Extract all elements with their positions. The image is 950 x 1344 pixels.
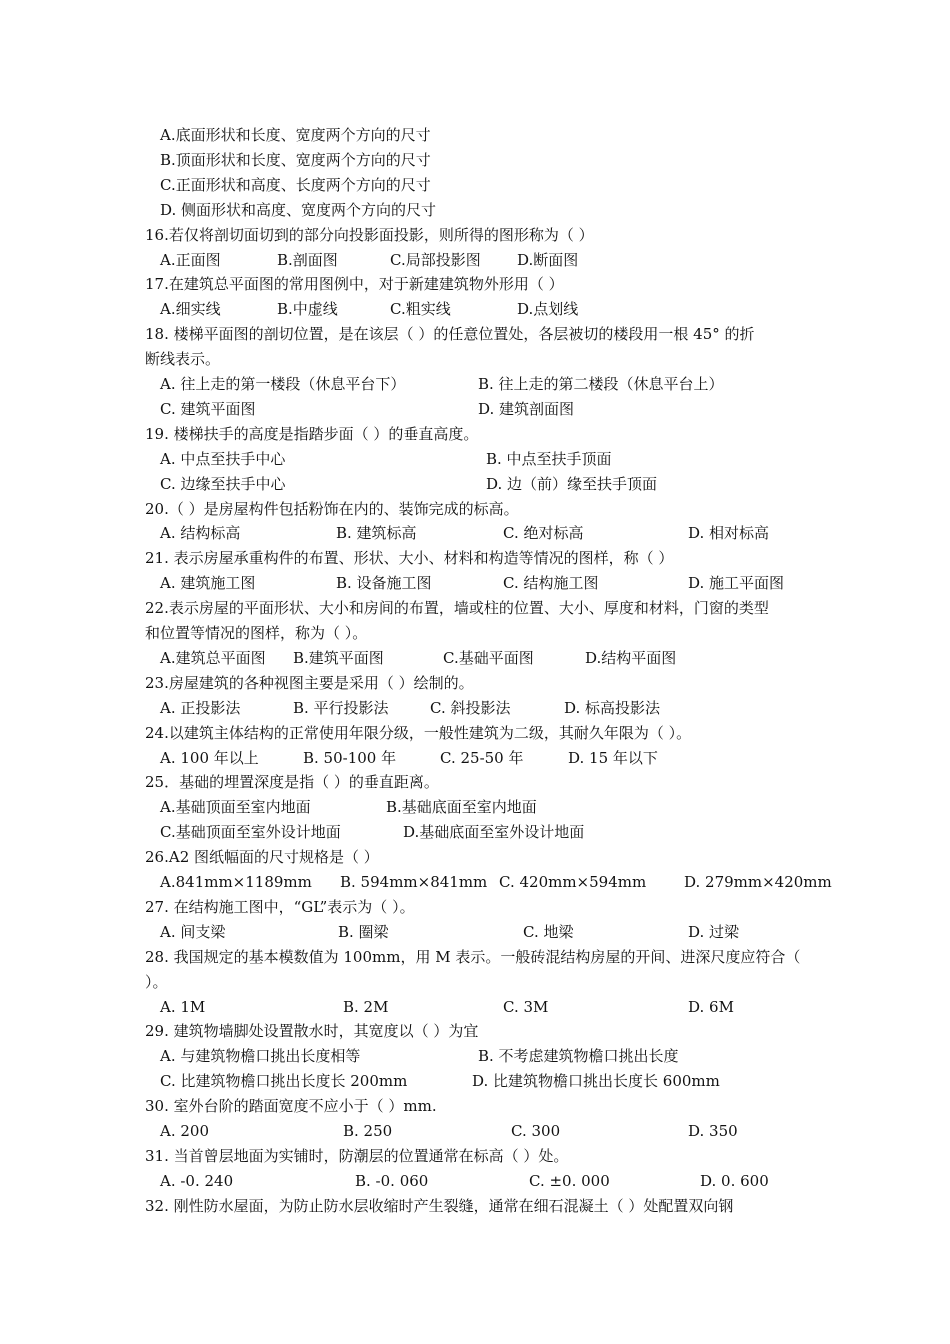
question-line: 32. 刚性防水屋面，为防止防水层收缩时产生裂缝，通常在细石混凝土（ ）处配置双向钢 xyxy=(145,1196,734,1215)
option-item: C. 结构施工图 xyxy=(503,574,599,593)
question-line: 24.以建筑主体结构的正常使用年限分级，一般性建筑为二级，其耐久年限为（ ）。 xyxy=(145,723,692,742)
option-item: B. 往上走的第二楼段（休息平台上） xyxy=(478,375,724,393)
question-line: 18. 楼梯平面图的剖切位置，是在该层（ ）的任意位置处，各层被切的楼段用一根 45° 的折 xyxy=(145,325,755,344)
option-item: D.点划线 xyxy=(517,300,579,319)
option-item: A. 间支梁 xyxy=(160,922,226,941)
option-item: C. 建筑平面图 xyxy=(160,399,256,418)
option-item: A. -0. 240 xyxy=(160,1171,234,1190)
option-item: D.基础底面至室外设计地面 xyxy=(403,823,585,842)
option-item: A. 与建筑物檐口挑出长度相等 xyxy=(160,1047,361,1066)
option-line: A.底面形状和长度、宽度两个方向的尺寸 xyxy=(160,126,431,144)
option-item: D. 标高投影法 xyxy=(564,698,661,717)
option-item: A. 正投影法 xyxy=(160,698,241,717)
question-line: 16.若仅将剖切面切到的部分向投影面投影，则所得的图形称为（ ） xyxy=(145,225,594,244)
option-item: A.841mm×1189mm xyxy=(160,873,312,891)
option-item: D. 比建筑物檐口挑出长度长 600mm xyxy=(472,1072,720,1091)
question-line: 和位置等情况的图样，称为（ ）。 xyxy=(145,624,368,642)
option-item: D. 350 xyxy=(688,1122,738,1140)
option-item: B. 建筑标高 xyxy=(336,524,417,543)
option-item: B.建筑平面图 xyxy=(293,648,384,667)
option-item: A. 往上走的第一楼段（休息平台下） xyxy=(160,375,406,393)
option-item: B. 50-100 年 xyxy=(303,748,397,767)
option-line: C.正面形状和高度、长度两个方向的尺寸 xyxy=(160,175,431,194)
question-line: 断线表示。 xyxy=(145,350,221,369)
option-item: D. 边（前）缘至扶手顶面 xyxy=(486,474,658,493)
question-line: 20.（ ）是房屋构件包括粉饰在内的、装饰完成的标高。 xyxy=(145,499,519,518)
question-line: 25．基础的埋置深度是指（ ）的垂直距离。 xyxy=(145,773,439,792)
option-item: B.中虚线 xyxy=(277,300,338,319)
option-item: C. 3M xyxy=(503,997,549,1016)
option-line: B.顶面形状和长度、宽度两个方向的尺寸 xyxy=(160,150,431,169)
question-line: 21. 表示房屋承重构件的布置、形状、大小、材料和构造等情况的图样，称（ ） xyxy=(145,549,674,568)
option-item: C.基础平面图 xyxy=(443,648,534,667)
option-item: C.基础顶面至室外设计地面 xyxy=(160,823,341,842)
option-item: D. 施工平面图 xyxy=(688,574,785,593)
option-item: A. 建筑施工图 xyxy=(160,574,256,593)
option-item: D.断面图 xyxy=(517,250,579,269)
question-line: ）。 xyxy=(145,972,168,991)
question-line: 23.房屋建筑的各种视图主要是采用（ ）绘制的。 xyxy=(145,673,474,692)
question-line: 28. 我国规定的基本模数值为 100mm，用 M 表示。一般砖混结构房屋的开间、进深尺度应符合（ xyxy=(145,947,801,966)
question-line: 31. 当首曾层地面为实铺时，防潮层的位置通常在标高（ ）处。 xyxy=(145,1146,569,1165)
option-item: B. 平行投影法 xyxy=(293,698,389,717)
option-item: D.结构平面图 xyxy=(585,648,677,667)
option-item: D. 建筑剖面图 xyxy=(478,399,575,418)
option-item: B.剖面图 xyxy=(277,250,338,269)
question-line: 17.在建筑总平面图的常用图例中，对于新建建筑物外形用（ ） xyxy=(145,275,564,294)
option-item: C. 25-50 年 xyxy=(440,748,524,767)
option-item: C. 比建筑物檐口挑出长度长 200mm xyxy=(160,1072,408,1091)
option-item: C. 边缘至扶手中心 xyxy=(160,474,286,493)
question-line: 27. 在结构施工图中，“GL”表示为（ ）。 xyxy=(145,897,415,916)
option-item: A. 1M xyxy=(160,997,206,1016)
option-item: C.粗实线 xyxy=(390,300,451,319)
option-item: C. 绝对标高 xyxy=(503,524,584,543)
option-item: D. 相对标高 xyxy=(688,524,770,543)
question-line: 19. 楼梯扶手的高度是指踏步面（ ）的垂直高度。 xyxy=(145,424,479,443)
option-item: B. 不考虑建筑物檐口挑出长度 xyxy=(478,1047,679,1066)
option-item: A.正面图 xyxy=(160,250,221,269)
option-item: D. 15 年以下 xyxy=(568,748,658,767)
option-item: D. 0. 600 xyxy=(700,1171,769,1190)
option-item: D. 6M xyxy=(688,997,734,1016)
option-item: C. 420mm×594mm xyxy=(499,873,647,891)
option-item: A.建筑总平面图 xyxy=(160,648,266,667)
question-line: 26.A2 图纸幅面的尺寸规格是（ ） xyxy=(145,848,379,867)
option-item: A.细实线 xyxy=(160,300,221,319)
option-line: D. 侧面形状和高度、宽度两个方向的尺寸 xyxy=(160,200,437,219)
option-item: A. 中点至扶手中心 xyxy=(160,449,286,468)
option-item: B. -0. 060 xyxy=(355,1171,429,1190)
option-item: B. 594mm×841mm xyxy=(340,873,488,891)
question-line: 29. 建筑物墙脚处设置散水时，其宽度以（ ）为宜 xyxy=(145,1022,479,1041)
option-item: B. 2M xyxy=(343,997,389,1016)
option-item: B. 中点至扶手顶面 xyxy=(486,449,612,468)
option-item: A. 结构标高 xyxy=(160,524,241,543)
option-item: C. 斜投影法 xyxy=(430,698,511,717)
option-item: A.基础顶面至室内地面 xyxy=(160,798,311,817)
option-item: A. 100 年以上 xyxy=(160,748,259,767)
option-item: C.局部投影图 xyxy=(390,250,481,269)
option-item: A. 200 xyxy=(160,1122,209,1140)
option-item: B. 圈梁 xyxy=(338,922,389,941)
option-item: C. 300 xyxy=(511,1122,561,1140)
option-item: C. 地梁 xyxy=(523,922,574,941)
option-item: B.基础底面至室内地面 xyxy=(386,798,537,817)
question-line: 22.表示房屋的平面形状、大小和房间的布置，墙或柱的位置、大小、厚度和材料，门窗的类型 xyxy=(145,599,769,618)
option-item: B. 250 xyxy=(343,1122,393,1140)
option-item: D. 过梁 xyxy=(688,922,740,941)
question-line: 30. 室外台阶的踏面宽度不应小于（ ）mm. xyxy=(145,1097,437,1116)
option-item: C. ±0. 000 xyxy=(529,1171,610,1190)
option-item: D. 279mm×420mm xyxy=(684,873,832,891)
option-item: B. 设备施工图 xyxy=(336,574,432,593)
